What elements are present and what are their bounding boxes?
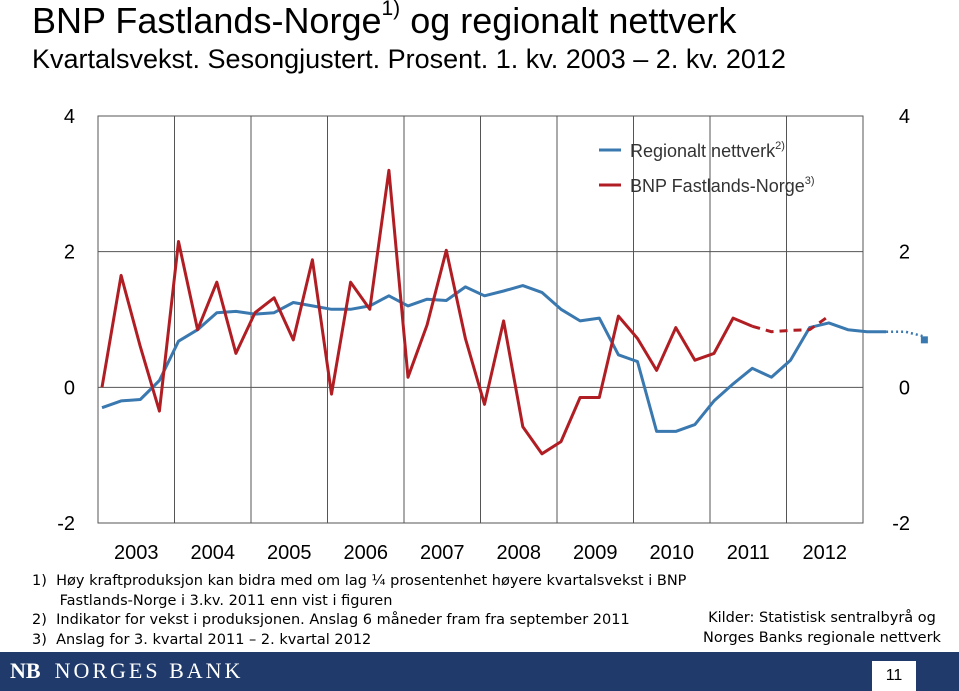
footnote-3: 3) Anslag for 3. kvartal 2011 – 2. kvartal 2012 (32, 631, 372, 648)
legend-label: BNP Fastlands-Norge$^{3)}$ (630, 175, 815, 196)
footnote-2: 2) Indikator for vekst i produksjonen. Anslag 6 måneder fram fra september 2011 (32, 612, 630, 628)
nb-logo-mark: NB (10, 658, 41, 683)
y-tick-label-right: -2 (892, 513, 910, 535)
page-number: 11 (872, 661, 916, 691)
series-regionalt-nettverk-projection (886, 332, 924, 337)
footer-bar (0, 652, 959, 691)
x-tick-label: 2012 (802, 542, 847, 564)
y-tick-label-left: 0 (63, 377, 75, 400)
footnote-1b: Fastlands-Norge i 3.kv. 2011 enn vist i figuren (32, 592, 393, 609)
norges-bank-logo (10, 658, 243, 684)
y-tick-label-right: 0 (898, 377, 910, 400)
x-tick-label: 2011 (726, 542, 770, 564)
series-bnp-fastlands-norge-projection (752, 316, 829, 332)
series-bnp-fastlands-norge (102, 170, 752, 454)
chart-subtitle: Kvartalsvekst. Sesongjustert. Prosent. 1. kv. 2003 – 2. kv. 2012 (32, 44, 786, 74)
x-tick-label: 2005 (267, 542, 312, 564)
sources-line-2: Norges Banks regionale nettverk (703, 630, 941, 646)
title-footnote-ref: 1) (381, 0, 401, 20)
legend-label: Regionalt nettverk$^{2)}$ (630, 140, 785, 161)
logo-wordmark: NORGES BANK (54, 658, 244, 683)
x-tick-label: 2004 (190, 542, 235, 564)
sources-line-1: Kilder: Statistisk sentralbyrå og (708, 610, 936, 626)
y-tick-label-left: -2 (57, 513, 75, 535)
y-tick-label-left: 2 (63, 241, 75, 264)
chart-title: BNP Fastlands-Norge$^{1)}$ og regionalt nettverk (32, 0, 736, 42)
y-tick-label-left: 4 (63, 106, 75, 128)
y-tick-label-right: 4 (898, 106, 910, 128)
footnote-1a: 1) Høy kraftproduksjon kan bidra med om lag ¼ prosentenhet høyere kvartalsvekst i BNP (32, 573, 687, 589)
sources (697, 608, 947, 648)
x-tick-label: 2003 (114, 542, 159, 564)
x-tick-label: 2009 (573, 542, 618, 564)
x-tick-label: 2006 (343, 542, 388, 564)
regional-marker (921, 336, 928, 343)
y-tick-label-right: 2 (898, 241, 910, 264)
x-tick-label: 2007 (420, 542, 465, 564)
footnotes (32, 572, 686, 650)
x-tick-label: 2010 (649, 542, 694, 564)
x-tick-label: 2008 (496, 542, 541, 564)
